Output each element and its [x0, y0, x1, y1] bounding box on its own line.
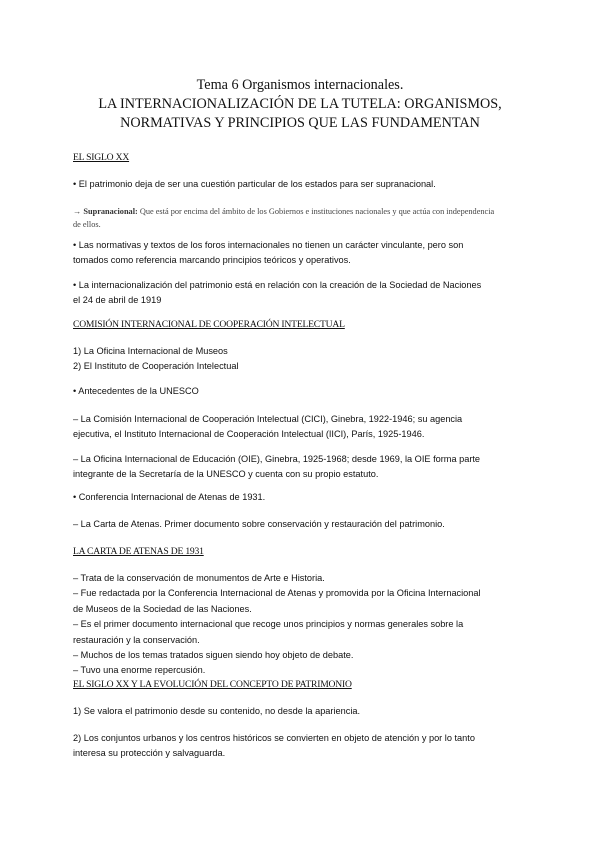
paragraph-internacionalizacion [73, 278, 535, 309]
list-item: 1) La Oficina Internacional de Museos [73, 346, 228, 356]
numbered-list [73, 344, 535, 375]
arrow-icon: → [73, 207, 82, 216]
list-item: – Muchos de los temas tratados siguen siendo hoy objeto de debate. [73, 650, 354, 661]
list-item: 2) El Instituto de Cooperación Intelectual [73, 361, 239, 372]
paragraph-carta: – La Carta de Atenas. Primer documento sobre conservación y restauración del patrimonio. [73, 519, 445, 529]
definition-term: Supranacional: [83, 207, 138, 216]
title-line-3: NORMATIVAS Y PRINCIPIOS QUE LAS FUNDAMENTAN [120, 115, 480, 131]
paragraph-line: 2) Los conjuntos urbanos y los centros históricos se convierten en objeto de atención y por lo tanto [73, 733, 475, 743]
paragraph-line: tomados como referencia marcando principios teóricos y operativos. [73, 255, 351, 266]
section-heading-comision: COMISIÓN INTERNACIONAL DE COOPERACIÓN INTELECTUAL [73, 319, 345, 330]
definition-text-2: de ellos. [73, 220, 101, 229]
paragraph-line: • Las normativas y textos de los foros internacionales no tienen un carácter vinculante, pero son [73, 240, 464, 250]
document-title [60, 76, 540, 133]
title-line-1: Tema 6 Organismos internacionales. [196, 77, 404, 93]
paragraph-line: – La Oficina Internacional de Educación (OIE), Ginebra, 1925-1968; desde 1969, la OIE forma parte [73, 454, 481, 464]
paragraph-conferencia: • Conferencia Internacional de Atenas de 1931. [73, 492, 266, 502]
paragraph-antecedentes: • Antecedentes de la UNESCO [73, 386, 199, 396]
paragraph-line: interesa su protección y salvaguarda. [73, 748, 226, 759]
list-item: de Museos de la Sociedad de las Naciones. [73, 603, 252, 614]
section-heading-evolucion: EL SIGLO XX Y LA EVOLUCIÓN DEL CONCEPTO DE PATRIMONIO [73, 679, 352, 690]
list-item: – Tuvo una enorme repercusión. [73, 665, 206, 676]
definition-text-1: Que está por encima del ámbito de los Gobiernos e instituciones nacionales y que actúa con independencia [137, 207, 495, 216]
paragraph-line: el 24 de abril de 1919 [73, 295, 162, 306]
list-item: – Trata de la conservación de monumentos de Arte e Historia. [73, 573, 325, 583]
title-line-2: LA INTERNACIONALIZACIÓN DE LA TUTELA: ORGANISMOS, [98, 96, 502, 112]
paragraph-conjuntos [73, 731, 535, 762]
paragraph-valora: 1) Se valora el patrimonio desde su contenido, no desde la apariencia. [73, 706, 361, 716]
paragraph-cici [73, 412, 535, 443]
paragraph-line: • La internacionalización del patrimonio está en relación con la creación de la Sociedad de Naciones [73, 280, 482, 290]
section-heading-siglo-xx: EL SIGLO XX [73, 152, 130, 163]
list-item: – Fue redactada por la Conferencia Internacional de Atenas y promovida por la Oficina Internacional [73, 588, 481, 599]
carta-atenas-list [73, 571, 535, 679]
paragraph-line: integrante de la Secretaría de la UNESCO y cuenta con su propio estatuto. [73, 469, 379, 480]
paragraph-oie [73, 452, 535, 483]
section-heading-carta-atenas: LA CARTA DE ATENAS DE 1931 [73, 546, 204, 557]
list-item: restauración y la conservación. [73, 634, 200, 645]
list-item: – Es el primer documento internacional que recoge unos principios y normas generales sobre la [73, 619, 464, 630]
paragraph-supranacional: • El patrimonio deja de ser una cuestión particular de los estados para ser supranacional. [73, 179, 436, 189]
paragraph-line: – La Comisión Internacional de Cooperación Intelectual (CICI), Ginebra, 1922-1946; su agencia [73, 414, 463, 424]
paragraph-line: ejecutiva, el Instituto Internacional de Cooperación Intelectual (IICI), París, 1925-1946. [73, 429, 425, 440]
definition-note [73, 205, 535, 231]
paragraph-normativas [73, 238, 535, 269]
